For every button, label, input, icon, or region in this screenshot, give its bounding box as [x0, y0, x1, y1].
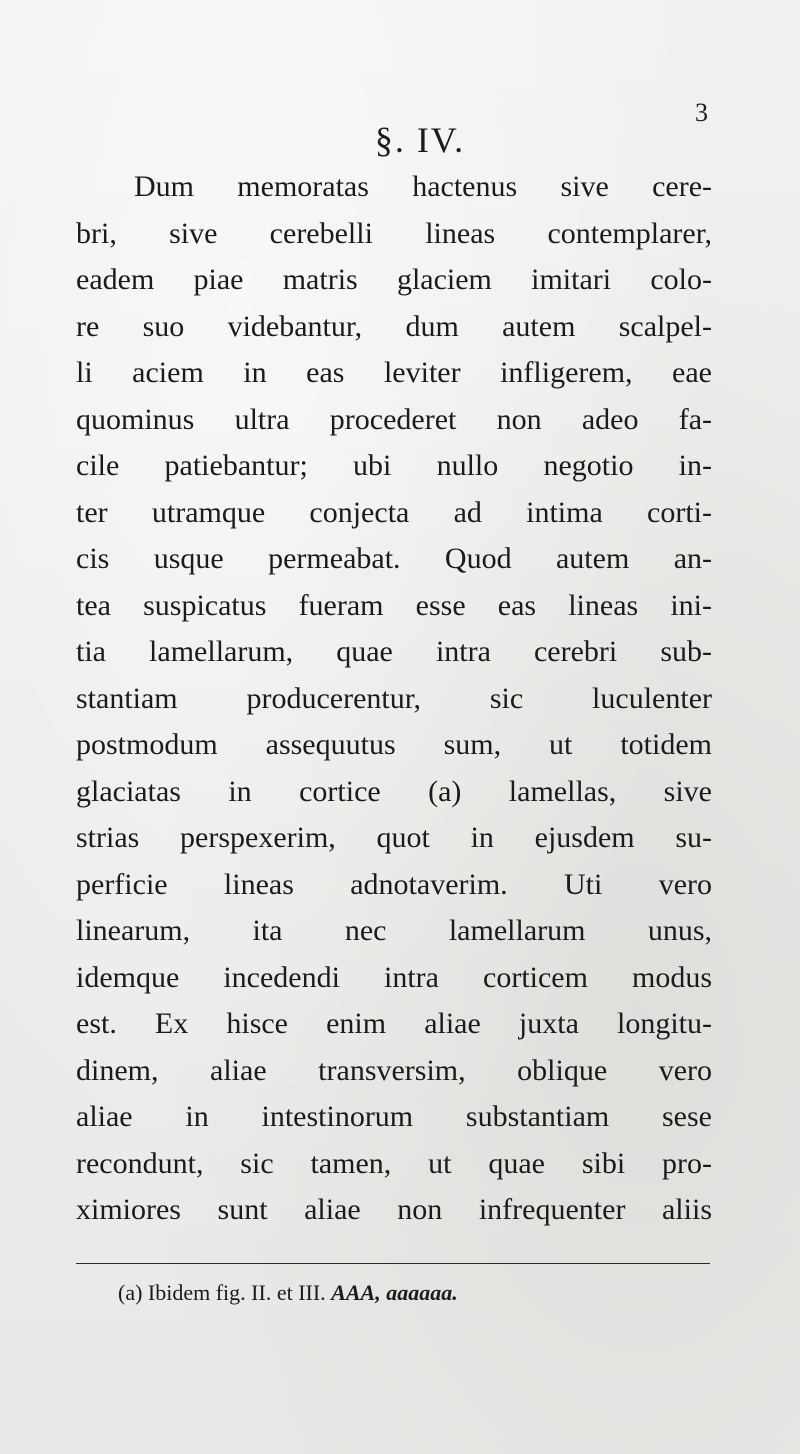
- text-line: postmodum assequutus sum, ut totidem: [76, 728, 712, 761]
- text-line: idemque incedendi intra corticem modus: [76, 960, 712, 994]
- text-line: recondunt, sic tamen, ut quae sibi pro-: [76, 1146, 712, 1180]
- text-line: tea suspicatus fueram esse eas lineas ini-: [76, 588, 712, 622]
- text-line: re suo videbantur, dum autem scalpel-: [76, 309, 712, 343]
- footnote-figure-lowercase: aaaaaa.: [386, 1280, 458, 1305]
- text-line: perficie lineas adnotaverim. Uti vero: [76, 867, 712, 901]
- body-text: [76, 164, 712, 1234]
- footnote-figure-capitals: AAA,: [331, 1280, 381, 1305]
- text-line: cis usque permeabat. Quod autem an-: [76, 542, 712, 575]
- text-line: cile patiebantur; ubi nullo negotio in-: [76, 449, 712, 482]
- footnote-reference: (a) Ibidem fig. II. et III.: [118, 1280, 326, 1305]
- text-line: ximiores sunt aliae non infrequenter aliis: [76, 1193, 712, 1226]
- text-line: linearum, ita nec lamellarum unus,: [76, 914, 712, 947]
- text-line: dinem, aliae transversim, oblique vero: [76, 1053, 712, 1087]
- text-line: quominus ultra procederet non adeo fa-: [76, 402, 712, 436]
- text-line: ter utramque conjecta ad intima corti-: [76, 495, 712, 529]
- text-line: li aciem in eas leviter infligerem, eae: [76, 356, 712, 389]
- page-number: 3: [695, 98, 708, 127]
- text-line: bri, sive cerebelli lineas contemplarer,: [76, 216, 712, 250]
- text-line: stantiam producerentur, sic luculenter: [76, 681, 712, 715]
- text-line: aliae in intestinorum substantiam sese: [76, 1100, 712, 1133]
- text-line: est. Ex hisce enim aliae juxta longitu-: [76, 1007, 712, 1040]
- text-line: glaciatas in cortice (a) lamellas, sive: [76, 774, 712, 808]
- footnote-divider: [76, 1263, 710, 1264]
- text-line: eadem piae matris glaciem imitari colo-: [76, 263, 712, 296]
- section-heading: §. IV.: [374, 120, 466, 160]
- text-line: Dum memoratas hactenus sive cere-: [134, 170, 712, 203]
- text-line: strias perspexerim, quot in ejusdem su-: [76, 821, 712, 854]
- text-line: tia lamellarum, quae intra cerebri sub-: [76, 635, 712, 668]
- footnote: [118, 1278, 718, 1308]
